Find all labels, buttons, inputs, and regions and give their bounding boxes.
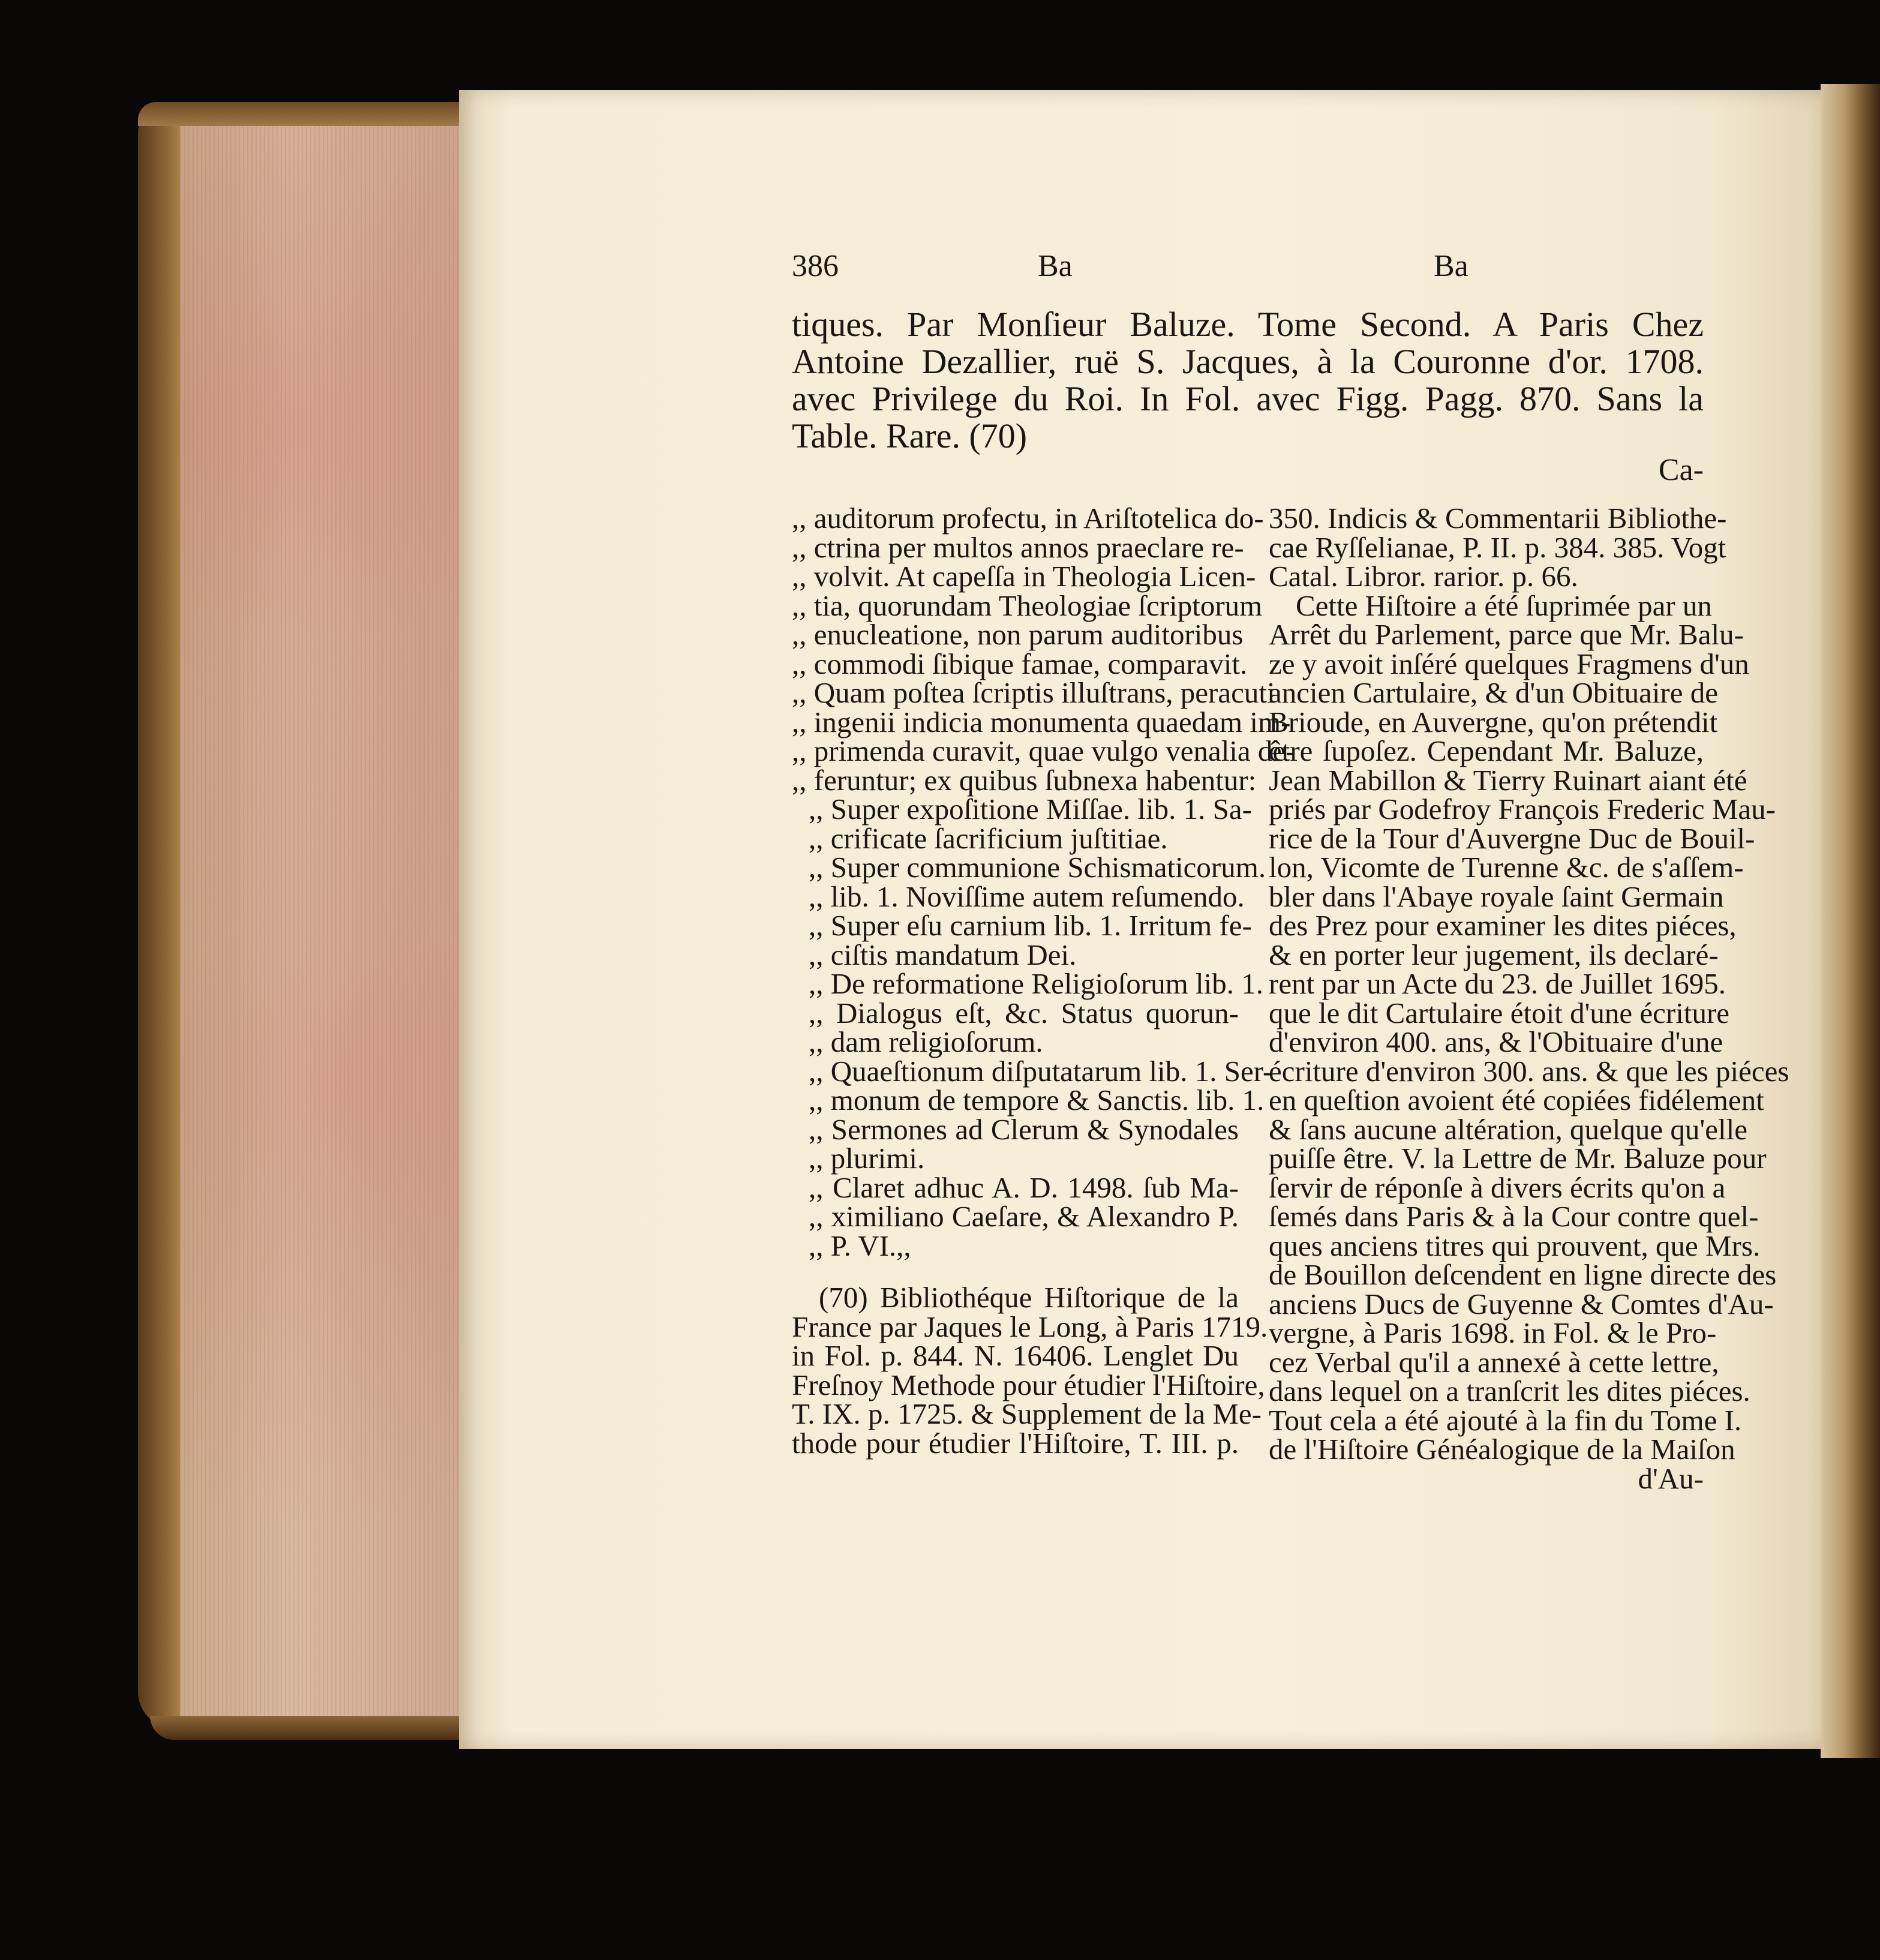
body-line: rent par un Acte du 23. de Juillet 1695. [1269,967,1726,1000]
list-line: ,, De reformatione Religioſorum lib. 1. [809,967,1263,1000]
right-column [1269,502,1789,1495]
list-line: ,, crificate ſacrificium juſtitiae. [809,821,1168,855]
intro-paragraph [792,306,1704,455]
quote-line: ,, enucleatione, non parum auditoribus [792,618,1244,651]
list-line: ,, Dialogus eſt, &c. Status quorun- [809,996,1239,1029]
body-line: en queſtion avoient été copiées fidélement [1269,1083,1764,1116]
body-line: Arrêt du Parlement, parce que Mr. Balu- [1269,618,1744,651]
list-line: ,, Sermones ad Clerum & Synodales [809,1112,1239,1146]
catchword-top: Ca- [1658,453,1704,487]
body-line: dans lequel on a tranſcrit les dites piéces. [1269,1374,1750,1407]
quote-line: ,, ingenii indicia monumenta quaedam im- [792,705,1291,739]
body-line: anciens Ducs de Guyenne & Comtes d'Au- [1269,1287,1774,1320]
intro-line: Antoine Dezallier, ruë S. Jacques, à la Couronne d'or. 1708. [792,342,1704,381]
next-page-edge [1821,84,1880,1758]
body-line: de Bouillon deſcendent en ligne directe des [1269,1258,1777,1291]
body-line: être ſupoſez. Cependant Mr. Baluze, [1269,734,1704,767]
list-line: ,, ciſtis mandatum Dei. [809,938,1077,971]
body-line: écriture d'environ 300. ans. & que les piéces [1269,1054,1789,1088]
body-line: vergne, à Paris 1698. in Fol. & le Pro- [1269,1316,1717,1349]
list-line: ,, P. VI.,, [809,1229,911,1262]
quote-line: ,, primenda curavit, quae vulgo venalia de- [792,734,1296,767]
body-line: ſemés dans Paris & à la Cour contre quel- [1269,1200,1759,1233]
list-line: ,, Super expoſitione Miſſae. lib. 1. Sa- [809,793,1252,826]
quote-line: ,, Quam poſtea ſcriptis illuſtrans, peracuti [792,676,1275,709]
body-line: ſervir de réponſe à divers écrits qu'on a [1269,1170,1726,1204]
footnote-line: T. IX. p. 1725. & Supplement de la Me- [792,1397,1262,1430]
body-line: d'environ 400. ans, & l'Obituaire d'une [1269,1025,1723,1058]
body-line: Brioude, en Auvergne, qu'on prétendit [1269,705,1718,739]
footnote-line: thode pour étudier l'Hiſtoire, T. III. p. [792,1426,1239,1460]
intro-line: avec Privilege du Roi. In Fol. avec Figg. Pagg. 870. Sans la [792,379,1704,418]
list-line: ,, Quaeſtionum diſputatarum lib. 1. Ser- [809,1054,1273,1088]
list-line: ,, Claret adhuc A. D. 1498. ſub Ma- [809,1170,1239,1204]
intro-line: tiques. Par Monſieur Baluze. Tome Second. A Paris Chez [792,305,1704,344]
quote-line: ,, feruntur; ex quibus ſubnexa habentur: [792,763,1257,797]
footnote-line: Freſnoy Methode pour étudier l'Hiſtoire, [792,1368,1265,1401]
list-line: ,, monum de tempore & Sanctis. lib. 1. [809,1083,1265,1116]
body-line: priés par Godefroy François Frederic Mau- [1269,793,1776,826]
body-line: lon, Vicomte de Turenne &c. de s'aſſem- [1269,851,1744,884]
list-line: ,, dam religioſorum. [809,1025,1043,1058]
page-text-block [792,249,1789,1932]
body-line: que le dit Cartulaire étoit d'une écriture [1269,996,1730,1029]
left-column [792,502,1296,1460]
footnote-line: (70) Bibliothéque Hiſtorique de la [819,1281,1239,1314]
running-head [792,249,1704,288]
list-line: ,, plurimi. [809,1142,925,1175]
running-head-left: Ba [1038,249,1073,283]
bottom-board [150,1716,474,1740]
body-line: & ſans aucune altération, quelque qu'elle [1269,1112,1747,1146]
body-line: de l'Hiſtoire Généalogique de la Maiſon [1269,1433,1735,1466]
list-line: ,, ximiliano Caeſare, & Alexandro P. [809,1200,1239,1233]
body-line: rice de la Tour d'Auvergne Duc de Bouil- [1269,821,1755,855]
footnote-cont-line: Catal. Libror. rarior. p. 66. [1269,560,1578,593]
quote-line: ,, auditorum profectu, in Ariſtotelica do- [792,502,1264,535]
body-line: ques anciens titres qui prouvent, que Mrs. [1269,1229,1761,1262]
page-edges [180,102,466,1734]
running-head-right: Ba [1434,249,1468,283]
body-line: ze y avoit inſéré quelques Fragmens d'un [1269,647,1749,680]
body-line: & en porter leur jugement, ils declaré- [1269,938,1719,971]
body-line: des Prez pour examiner les dites piéces, [1269,909,1737,942]
body-line: Tout cela a été ajouté à la fin du Tome I. [1269,1403,1742,1437]
list-line: ,, Super eſu carnium lib. 1. Irritum fe- [809,909,1252,942]
footnote-line: France par Jaques le Long, à Paris 1719. [792,1310,1268,1343]
footnote-70 [792,1281,1268,1460]
top-board [138,102,474,126]
footnote-cont-line: 350. Indicis & Commentarii Bibliothe- [1269,502,1727,535]
quote-line: ,, tia, quorundam Theologiae ſcriptorum [792,589,1263,622]
quote-line: ,, ctrina per multos annos praeclare re- [792,530,1244,564]
catchword-bottom: d'Au- [1638,1461,1704,1495]
footnote-line: in Fol. p. 844. N. 16406. Lenglet Du [792,1339,1239,1372]
list-line: ,, Super communione Schismaticorum. [809,851,1266,884]
body-line: ancien Cartulaire, & d'un Obituaire de [1269,676,1718,709]
body-line: puiſſe être. V. la Lettre de Mr. Baluze pour [1269,1142,1767,1175]
intro-line: Table. Rare. (70) [792,416,1028,455]
body-line: bler dans l'Abaye royale ſaint Germain [1269,880,1724,913]
page-number: 386 [792,249,839,283]
footnote-cont-line: cae Ryſſelianae, P. II. p. 384. 385. Vogt [1269,530,1726,564]
quote-line: ,, volvit. At capeſſa in Theologia Licen- [792,560,1256,593]
body-line: cez Verbal qu'il a annexé à cette lettre, [1269,1345,1719,1379]
body-line: Cette Hiſtoire a été ſuprimée par un [1296,589,1712,622]
body-line: Jean Mabillon & Tierry Ruinart aiant été [1269,763,1747,797]
quote-line: ,, commodi ſibique famae, comparavit. [792,647,1248,680]
list-line: ,, lib. 1. Noviſſime autem reſumendo. [809,880,1245,913]
